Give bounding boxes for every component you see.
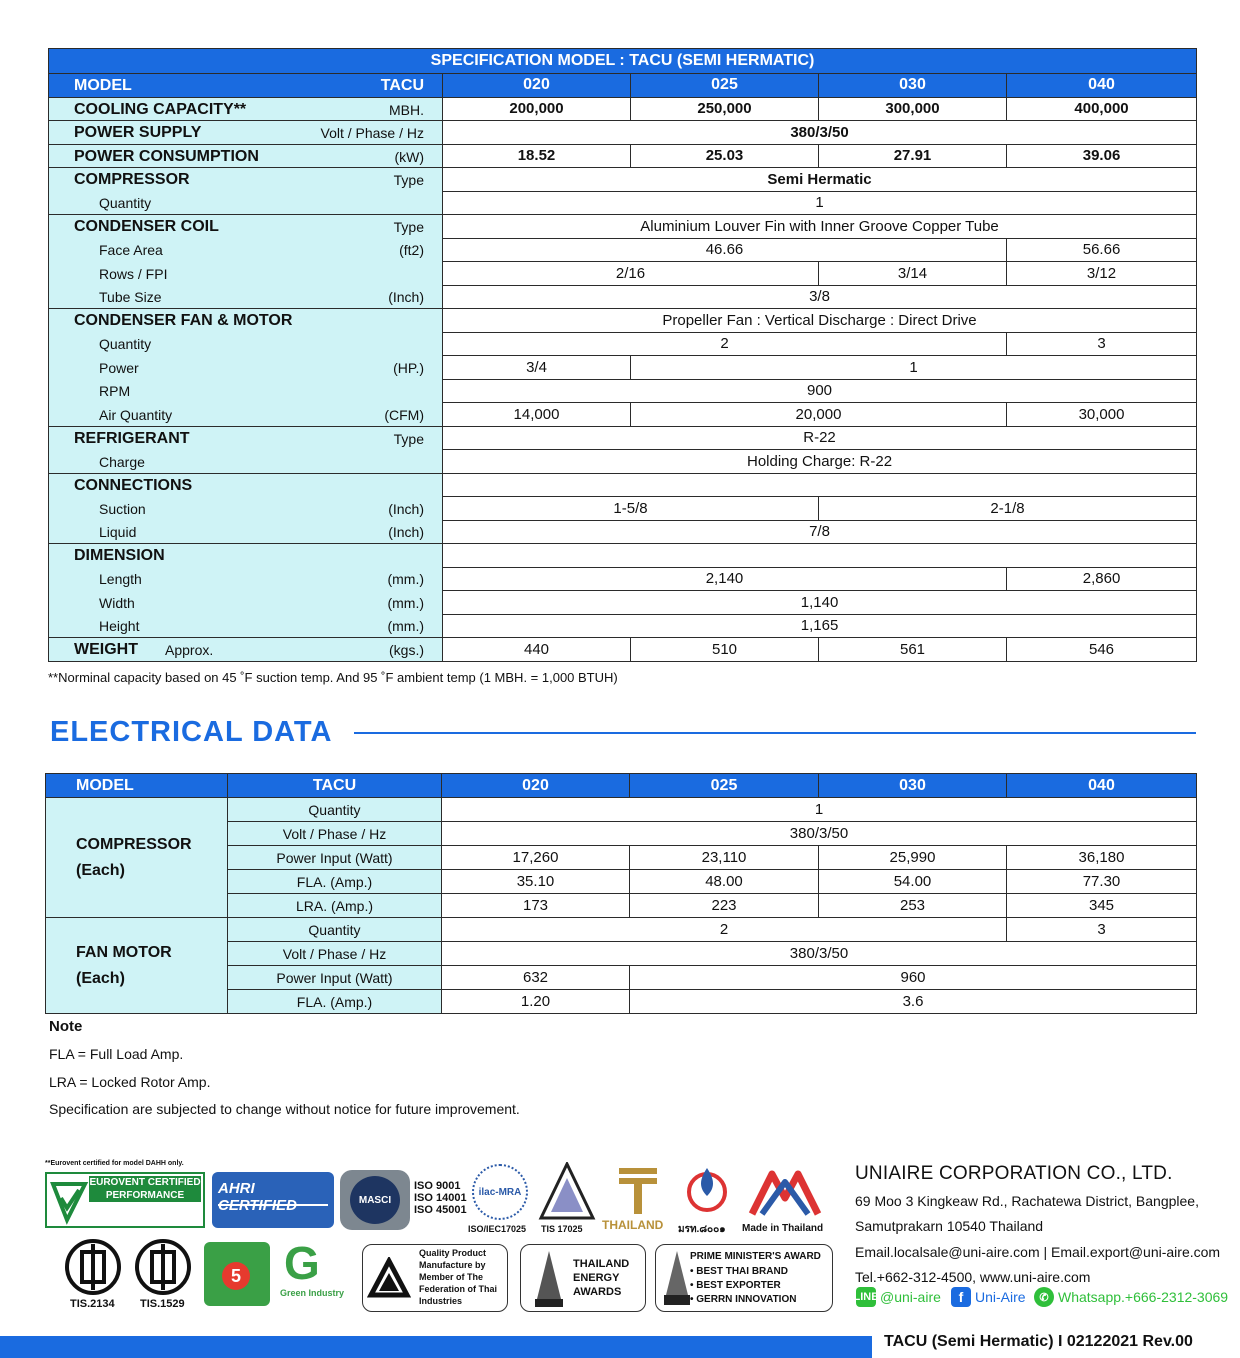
el-comp-vph-label: Volt / Phase / Hz	[228, 822, 442, 846]
el-fan-qty-a: 2	[442, 918, 1007, 942]
fti-logo	[362, 1244, 508, 1312]
el-comp-pi-label: Power Input (Watt)	[228, 846, 442, 870]
compressor-type-row	[49, 168, 1197, 192]
power-supply-row	[49, 121, 1197, 145]
height-value: 1,165	[443, 614, 1197, 638]
spec-header-model-020: 020	[443, 74, 631, 98]
electrical-table	[45, 773, 1197, 1014]
tis1529-icon	[134, 1238, 192, 1296]
height-label: Height	[99, 618, 140, 634]
fan-air-row	[49, 403, 1197, 427]
mork-label: มรท.๘๐๐๑	[678, 1224, 726, 1235]
weight-approx: Approx.	[165, 642, 214, 658]
el-comp-lra-label: LRA. (Amp.)	[228, 894, 442, 918]
energy-awards-text: THAILAND ENERGY AWARDS	[573, 1258, 630, 1298]
refrigerant-charge-value: Holding Charge: R-22	[443, 450, 1197, 474]
connections-label: CONNECTIONS	[74, 476, 193, 494]
spec-header-model-040: 040	[1007, 74, 1197, 98]
fan-rpm-label: RPM	[99, 383, 131, 399]
suction-unit: (Inch)	[388, 500, 424, 517]
el-comp-qty-row	[46, 798, 1197, 822]
spec-header-model-030: 030	[819, 74, 1007, 98]
el-comp-pi-030: 25,990	[819, 846, 1007, 870]
weight-030: 561	[819, 638, 1007, 662]
spec-header-row	[49, 74, 1197, 98]
el-comp-fla-030: 54.00	[819, 870, 1007, 894]
fan-qty-a: 2	[443, 332, 1007, 356]
electrical-header-040: 040	[1007, 774, 1197, 798]
pm-award-trophy-icon	[662, 1249, 692, 1309]
fan-qty-b: 3	[1007, 332, 1197, 356]
weight-row	[49, 638, 1197, 662]
el-comp-lra-040: 345	[1007, 894, 1197, 918]
power-supply-value: 380/3/50	[443, 121, 1197, 145]
coil-type-row	[49, 215, 1197, 239]
el-comp-lra-025: 223	[630, 894, 819, 918]
coil-face-a: 46.66	[443, 238, 1007, 262]
suction-b: 2-1/8	[819, 497, 1197, 521]
liquid-value: 7/8	[443, 520, 1197, 544]
el-fan-fla-b: 3.6	[630, 990, 1197, 1014]
fan-qty-label: Quantity	[99, 336, 152, 352]
coil-type-unit: Type	[393, 219, 424, 235]
fan-air-a: 14,000	[443, 403, 631, 427]
energy-label-number: 5	[222, 1262, 250, 1290]
fan-air-c: 30,000	[1007, 403, 1197, 427]
el-comp-lra-030: 253	[819, 894, 1007, 918]
el-compressor-each: (Each)	[76, 861, 125, 879]
fan-air-unit: (CFM)	[384, 406, 424, 423]
el-fan-qty-label: Quantity	[228, 918, 442, 942]
el-comp-lra-020: 173	[442, 894, 630, 918]
spec-title-row	[49, 49, 1197, 74]
compressor-label: COMPRESSOR	[74, 171, 190, 188]
weight-unit: (kgs.)	[389, 642, 424, 658]
coil-rows-a: 2/16	[443, 262, 819, 286]
whatsapp-contact[interactable]	[1034, 1287, 1228, 1307]
suction-a: 1-5/8	[443, 497, 819, 521]
liquid-label: Liquid	[99, 524, 137, 540]
el-comp-vph-value: 380/3/50	[442, 822, 1197, 846]
electrical-header-model: MODEL	[46, 774, 228, 798]
energy-award-trophy-icon	[531, 1249, 567, 1309]
el-fan-group	[46, 918, 228, 1014]
el-compressor-group	[46, 798, 228, 918]
company-address-1: 69 Moo 3 Kingkeaw Rd., Rachatewa District, Bangplee,	[855, 1193, 1199, 1209]
height-unit: (mm.)	[387, 618, 424, 634]
fti-emblem-icon	[367, 1257, 411, 1301]
fan-type-value: Propeller Fan : Vertical Discharge : Direct Drive	[443, 309, 1197, 333]
coil-tube-row	[49, 285, 1197, 309]
note-fla: FLA = Full Load Amp.	[49, 1046, 184, 1062]
el-comp-fla-label: FLA. (Amp.)	[228, 870, 442, 894]
power-consumption-025: 25.03	[631, 144, 819, 168]
coil-rows-row	[49, 262, 1197, 286]
el-fan-label: FAN MOTOR	[76, 943, 172, 961]
el-fan-vph-label: Volt / Phase / Hz	[228, 942, 442, 966]
iso-14001: ISO 14001	[414, 1192, 467, 1204]
company-name: UNIAIRE CORPORATION CO., LTD.	[855, 1163, 1173, 1184]
power-consumption-020: 18.52	[443, 144, 631, 168]
ilac-logo: ilac-MRA	[472, 1164, 528, 1220]
height-row	[49, 614, 1197, 638]
coil-face-unit: (ft2)	[399, 242, 424, 258]
fan-power-label: Power	[99, 359, 139, 376]
el-comp-fla-040: 77.30	[1007, 870, 1197, 894]
electrical-title: ELECTRICAL DATA	[50, 716, 333, 748]
coil-face-b: 56.66	[1007, 238, 1197, 262]
power-consumption-label: POWER CONSUMPTION	[74, 147, 259, 165]
tis2134-label: TIS.2134	[70, 1298, 115, 1310]
spec-header-model-025: 025	[631, 74, 819, 98]
fan-label: CONDENSER FAN & MOTOR	[74, 312, 293, 329]
power-consumption-row	[49, 144, 1197, 168]
suction-row	[49, 497, 1197, 521]
spec-header-series: TACU	[380, 77, 424, 94]
eurovent-text: EUROVENT CERTIFIED PERFORMANCE	[89, 1177, 201, 1201]
power-consumption-unit: (kW)	[394, 148, 424, 165]
eurovent-logo	[45, 1172, 205, 1228]
mork-icon	[685, 1162, 729, 1220]
refrigerant-type-row	[49, 426, 1197, 450]
refrigerant-type-value: R-22	[443, 426, 1197, 450]
masci-text: MASCI	[350, 1176, 400, 1224]
refrigerant-type-unit: Type	[393, 430, 424, 447]
weight-020: 440	[443, 638, 631, 662]
power-consumption-040: 39.06	[1007, 144, 1197, 168]
fan-air-b: 20,000	[631, 403, 1007, 427]
weight-025: 510	[631, 638, 819, 662]
length-a: 2,140	[443, 567, 1007, 591]
cooling-020: 200,000	[443, 97, 631, 121]
tis2134-icon	[64, 1238, 122, 1296]
length-unit: (mm.)	[387, 571, 424, 587]
compressor-qty-value: 1	[443, 191, 1197, 215]
pm-award-item-1: • BEST THAI BRAND	[690, 1266, 788, 1277]
whatsapp-number: Whatsapp.+666-2312-3069	[1058, 1289, 1229, 1305]
refrigerant-charge-row	[49, 450, 1197, 474]
footer-bar	[0, 1336, 872, 1358]
spec-header-model-cell	[49, 74, 443, 98]
note-spec-change: Specification are subjected to change without notice for future improvement.	[49, 1101, 520, 1117]
coil-face-label: Face Area	[99, 242, 163, 258]
masci-logo	[340, 1170, 410, 1230]
power-supply-unit: Volt / Phase / Hz	[320, 125, 424, 141]
green-g-icon: G	[284, 1237, 320, 1289]
energy-label-logo	[204, 1242, 270, 1306]
cooling-030: 300,000	[819, 97, 1007, 121]
width-label: Width	[99, 594, 135, 611]
el-fan-fla-a: 1.20	[442, 990, 630, 1014]
made-in-thailand-icon	[748, 1168, 822, 1218]
cooling-025: 250,000	[631, 97, 819, 121]
company-email[interactable]: Email.localsale@uni-aire.com | Email.export@uni-aire.com	[855, 1244, 1221, 1260]
pm-award-item-3: • GERRN INNOVATION	[690, 1294, 797, 1305]
eurovent-note: **Eurovent certified for model DAHH only.	[45, 1160, 184, 1167]
pm-award-title: PRIME MINISTER'S AWARD	[690, 1251, 821, 1262]
fan-qty-row	[49, 332, 1197, 356]
compressor-qty-row	[49, 191, 1197, 215]
eurovent-check-icon	[49, 1176, 89, 1226]
el-fan-each: (Each)	[76, 969, 125, 987]
company-address-2: Samutprakarn 10540 Thailand	[855, 1218, 1044, 1234]
compressor-type-unit: Type	[393, 172, 424, 188]
iso17025-label: ISO/IEC17025	[468, 1224, 527, 1234]
electrical-header-020: 020	[442, 774, 630, 798]
coil-tube-value: 3/8	[443, 285, 1197, 309]
coil-label: CONDENSER COIL	[74, 218, 219, 235]
pm-award-items	[690, 1265, 796, 1307]
fan-rpm-value: 900	[443, 379, 1197, 403]
weight-label: WEIGHT	[74, 641, 138, 658]
el-comp-fla-025: 48.00	[630, 870, 819, 894]
refrigerant-label: REFRIGERANT	[74, 429, 190, 447]
el-fan-pi-a: 632	[442, 966, 630, 990]
fan-power-b: 1	[631, 356, 1197, 380]
note-lra: LRA = Locked Rotor Amp.	[49, 1074, 211, 1090]
power-supply-label: POWER SUPPLY	[74, 124, 202, 141]
el-comp-qty-label: Quantity	[228, 798, 442, 822]
liquid-row	[49, 520, 1197, 544]
el-comp-fla-020: 35.10	[442, 870, 630, 894]
tis17025-icon	[535, 1162, 599, 1220]
iso-list	[414, 1180, 467, 1216]
spec-table	[48, 48, 1197, 662]
connections-row	[49, 473, 1197, 497]
facebook-id: Uni-Aire	[975, 1289, 1026, 1305]
line-icon: LINE	[856, 1287, 876, 1307]
tis1529-label: TIS.1529	[140, 1298, 185, 1310]
energy-awards-logo	[520, 1244, 646, 1312]
facebook-contact[interactable]	[951, 1287, 1026, 1307]
liquid-unit: (Inch)	[388, 524, 424, 540]
el-fan-qty-b: 3	[1007, 918, 1197, 942]
cooling-row	[49, 97, 1197, 121]
fan-power-row	[49, 356, 1197, 380]
tis17025-label: TIS 17025	[541, 1224, 583, 1234]
capacity-footnote: **Norminal capacity based on 45 ˚F suction temp. And 95 ˚F ambient temp (1 MBH. = 1,000 BTUH)	[48, 670, 618, 685]
length-row	[49, 567, 1197, 591]
weight-040: 546	[1007, 638, 1197, 662]
spec-title: SPECIFICATION MODEL : TACU (SEMI HERMATIC)	[49, 49, 1197, 74]
length-label: Length	[99, 571, 142, 587]
cooling-040: 400,000	[1007, 97, 1197, 121]
thailand-trusted-label: THAILAND	[602, 1218, 664, 1232]
compressor-type-value: Semi Hermatic	[443, 168, 1197, 192]
fan-rpm-row	[49, 379, 1197, 403]
fan-power-unit: (HP.)	[393, 359, 424, 376]
whatsapp-icon: ✆	[1034, 1287, 1054, 1307]
thailand-trusted-icon	[613, 1166, 663, 1216]
coil-rows-b: 3/14	[819, 262, 1007, 286]
el-fan-qty-row	[46, 918, 1197, 942]
compressor-qty-label: Quantity	[99, 195, 152, 211]
el-comp-pi-040: 36,180	[1007, 846, 1197, 870]
electrical-header-series: TACU	[228, 774, 442, 798]
footer-doc-id: TACU (Semi Hermatic) I 02122021 Rev.00	[884, 1333, 1193, 1350]
made-in-thailand-label: Made in Thailand	[742, 1223, 824, 1234]
iso-9001: ISO 9001	[414, 1180, 461, 1192]
line-contact[interactable]	[853, 1287, 941, 1307]
coil-rows-label: Rows / FPI	[99, 265, 168, 282]
ahri-logo	[212, 1172, 334, 1228]
el-fan-fla-label: FLA. (Amp.)	[228, 990, 442, 1014]
electrical-header-030: 030	[819, 774, 1007, 798]
el-fan-pi-label: Power Input (Watt)	[228, 966, 442, 990]
el-comp-qty-value: 1	[442, 798, 1197, 822]
company-tel[interactable]: Tel.+662-312-4500, www.uni-aire.com	[855, 1269, 1091, 1285]
line-id: @uni-aire	[880, 1289, 941, 1305]
fan-type-row	[49, 309, 1197, 333]
refrigerant-charge-label: Charge	[99, 453, 145, 470]
ahri-text: AHRI	[218, 1180, 255, 1197]
el-comp-pi-025: 23,110	[630, 846, 819, 870]
el-fan-pi-b: 960	[630, 966, 1197, 990]
width-unit: (mm.)	[387, 594, 424, 611]
width-row	[49, 591, 1197, 615]
iso-45001: ISO 45001	[414, 1204, 467, 1216]
electrical-title-rule	[354, 732, 1196, 734]
coil-type-value: Aluminium Louver Fin with Inner Groove Copper Tube	[443, 215, 1197, 239]
length-b: 2,860	[1007, 567, 1197, 591]
note-heading: Note	[49, 1018, 83, 1035]
dimension-row	[49, 544, 1197, 568]
coil-rows-c: 3/12	[1007, 262, 1197, 286]
el-comp-pi-020: 17,260	[442, 846, 630, 870]
el-compressor-label: COMPRESSOR	[76, 835, 192, 853]
fti-text: Quality Product Manufacture by Member of The Federation of Thai Industries	[419, 1248, 498, 1306]
spec-header-model: MODEL	[74, 77, 132, 94]
fan-air-label: Air Quantity	[99, 406, 173, 423]
power-consumption-030: 27.91	[819, 144, 1007, 168]
pm-award-logo	[655, 1244, 833, 1312]
pm-award-item-2: • BEST EXPORTER	[690, 1280, 781, 1291]
fan-power-a: 3/4	[443, 356, 631, 380]
cooling-unit: MBH.	[389, 101, 424, 118]
facebook-icon: f	[951, 1287, 971, 1307]
width-value: 1,140	[443, 591, 1197, 615]
coil-tube-label: Tube Size	[99, 289, 162, 305]
dimension-label: DIMENSION	[74, 547, 165, 564]
electrical-header-row	[46, 774, 1197, 798]
coil-tube-unit: (Inch)	[388, 289, 424, 305]
green-industry-logo	[280, 1238, 354, 1296]
green-industry-label: Green Industry	[280, 1288, 345, 1298]
el-fan-vph-value: 380/3/50	[442, 942, 1197, 966]
suction-label: Suction	[99, 500, 146, 517]
electrical-header-025: 025	[630, 774, 819, 798]
coil-face-row	[49, 238, 1197, 262]
cooling-label: COOLING CAPACITY**	[74, 100, 247, 118]
